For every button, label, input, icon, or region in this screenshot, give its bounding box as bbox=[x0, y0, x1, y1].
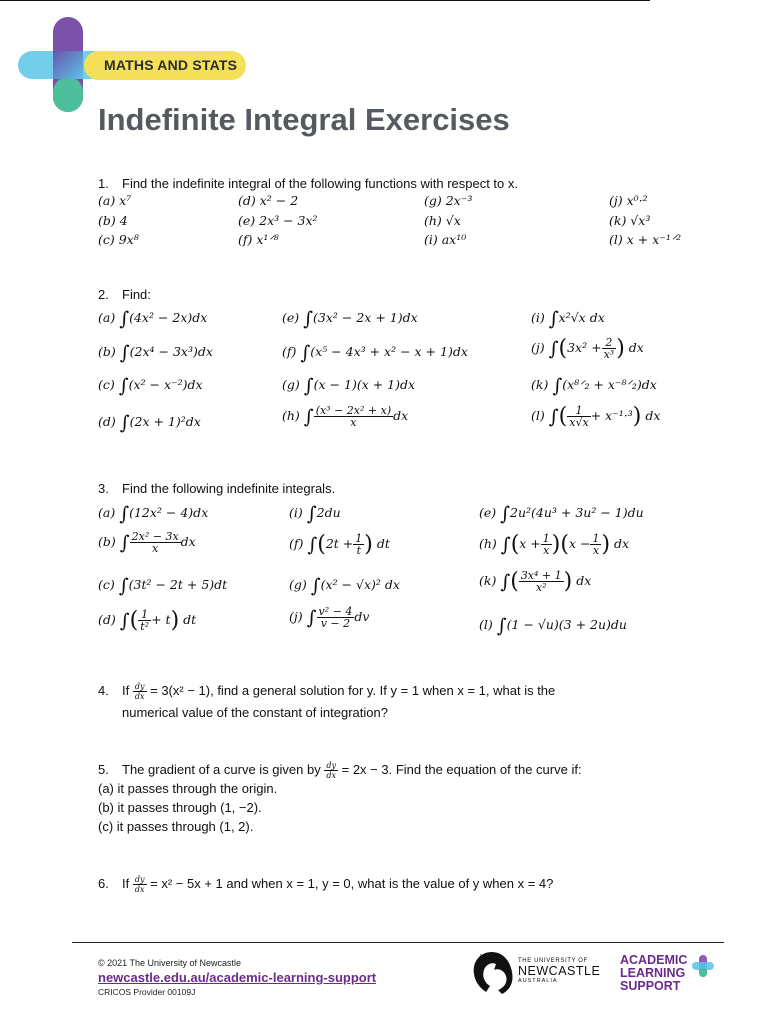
copyright-text: © 2021 The University of Newcastle bbox=[98, 958, 242, 968]
q1-item-b: (b) 4 bbox=[98, 213, 128, 228]
q6-label: 6. bbox=[98, 876, 109, 891]
q2-item-a: (a) ∫(4x² − 2x)dx bbox=[98, 308, 208, 330]
q1-text: Find the indefinite integral of the following functions with respect to x. bbox=[122, 176, 518, 191]
als-website-link[interactable]: newcastle.edu.au/academic-learning-support bbox=[98, 970, 377, 985]
q2-item-b: (b) ∫(2x⁴ − 3x³)dx bbox=[98, 342, 213, 364]
q1-item-d: (d) x² − 2 bbox=[238, 193, 299, 208]
q3-item-l: (l) ∫(1 − √u)(3 + 2u)du bbox=[479, 615, 627, 637]
q2-item-g: (g) ∫(x − 1)(x + 1)dx bbox=[282, 375, 416, 397]
q2-item-d: (d) ∫(2x + 1)²dx bbox=[98, 412, 201, 434]
q2-item-k: (k) ∫(x⁸ᐟ₂ + x⁻⁸ᐟ₂)dx bbox=[531, 375, 657, 397]
q3-item-j: (j) ∫ $\frac{\text{v² − 4}}{v - 2}$ dv bbox=[289, 605, 370, 630]
q2-item-h: (h) ∫ $\frac{\text{(x³ − 2x² + x)}}{x}$ dx bbox=[282, 404, 409, 429]
q3-item-h: (h) ∫(x + $\frac{1}{x}$ )(x − $\frac{1}{x}$ ) dx bbox=[479, 532, 630, 557]
q2-item-l: (l) ∫( $\frac{1}{x√x}$ + x⁻¹·³) dx bbox=[531, 404, 661, 429]
q3-item-d: (d) ∫( $\frac{1}{\text{t²}}$ + t) dt bbox=[98, 608, 197, 633]
uon-wordmark: THE UNIVERSITY OF NEWCASTLE AUSTRALIA bbox=[518, 958, 601, 984]
q1-item-e: (e) 2x³ − 3x² bbox=[238, 213, 318, 228]
q2-label: 2. bbox=[98, 287, 109, 302]
q4-line2: numerical value of the constant of integration? bbox=[122, 705, 388, 720]
q1-item-f: (f) x¹ᐟ⁸ bbox=[238, 232, 279, 247]
q5-item-c: (c) it passes through (1, 2). bbox=[98, 819, 254, 834]
q1-item-j: (j) x⁰·² bbox=[609, 193, 648, 208]
als-wordmark: ACADEMIC LEARNING SUPPORT bbox=[620, 953, 688, 993]
q3-item-k: (k) ∫( $\frac{\text{3x⁴ + 1}}{\text{x²}}$ ) dx bbox=[479, 569, 592, 594]
q3-item-f: (f) ∫(2t + $\frac{1}{t}$ ) dt bbox=[289, 532, 390, 557]
q4-line1: If $\frac{dy}{dx}$ = 3(x² − 1), find a general solution for y. If y = 1 when x = 1, what is the bbox=[122, 682, 556, 701]
top-rule bbox=[0, 0, 650, 1]
q1-item-l: (l) x + x⁻¹ᐟ² bbox=[609, 232, 682, 247]
q3-item-e: (e) ∫2u²(4u³ + 3u² − 1)du bbox=[479, 503, 644, 525]
q6-line: If $\frac{dy}{dx}$ = x² − 5x + 1 and when x = 1, y = 0, what is the value of y when x = 4? bbox=[122, 875, 554, 894]
q4-label: 4. bbox=[98, 683, 109, 698]
q2-item-j: (j) ∫(3x² + $\frac{2}{\text{x³}}$ ) dx bbox=[531, 336, 644, 361]
footer-rule bbox=[72, 942, 724, 943]
q2-item-i: (i) ∫x²√x dx bbox=[531, 308, 605, 330]
q1-item-c: (c) 9x⁸ bbox=[98, 232, 139, 247]
q2-item-f: (f) ∫(x⁵ − 4x³ + x² − x + 1)dx bbox=[282, 342, 468, 364]
q3-item-b: (b) ∫ $\frac{\text{2x² − 3x}}{x}$ dx bbox=[98, 530, 196, 555]
maths-stats-badge: MATHS AND STATS bbox=[84, 51, 246, 80]
q3-item-g: (g) ∫(x² − √x)² dx bbox=[289, 575, 400, 597]
q5-item-a: (a) it passes through the origin. bbox=[98, 781, 278, 796]
q3-label: 3. bbox=[98, 481, 109, 496]
q2-item-c: (c) ∫(x² − x⁻²)dx bbox=[98, 375, 203, 397]
q3-item-i: (i) ∫2du bbox=[289, 503, 341, 525]
newcastle-seahorse-logo-icon bbox=[470, 950, 515, 995]
als-plus-icon bbox=[692, 955, 714, 977]
q1-item-a: (a) x⁷ bbox=[98, 193, 132, 208]
q1-label: 1. bbox=[98, 176, 109, 191]
q5-line1: The gradient of a curve is given by $\frac{dy}{dx}$ = 2x − 3. Find the equation of the curve if: bbox=[122, 761, 582, 780]
q1-item-h: (h) √x bbox=[424, 213, 461, 228]
q3-text: Find the following indefinite integrals. bbox=[122, 481, 336, 496]
q3-item-a: (a) ∫(12x² − 4)dx bbox=[98, 503, 209, 525]
page-title: Indefinite Integral Exercises bbox=[98, 102, 510, 137]
q5-label: 5. bbox=[98, 762, 109, 777]
q1-item-i: (i) ax¹⁰ bbox=[424, 232, 467, 247]
cricos-text: CRICOS Provider 00109J bbox=[98, 987, 196, 997]
q3-item-c: (c) ∫(3t² − 2t + 5)dt bbox=[98, 575, 228, 597]
q1-item-k: (k) √x³ bbox=[609, 213, 651, 228]
q2-text: Find: bbox=[122, 287, 151, 302]
q5-item-b: (b) it passes through (1, −2). bbox=[98, 800, 262, 815]
q1-item-g: (g) 2x⁻³ bbox=[424, 193, 473, 208]
q2-item-e: (e) ∫(3x² − 2x + 1)dx bbox=[282, 308, 418, 330]
